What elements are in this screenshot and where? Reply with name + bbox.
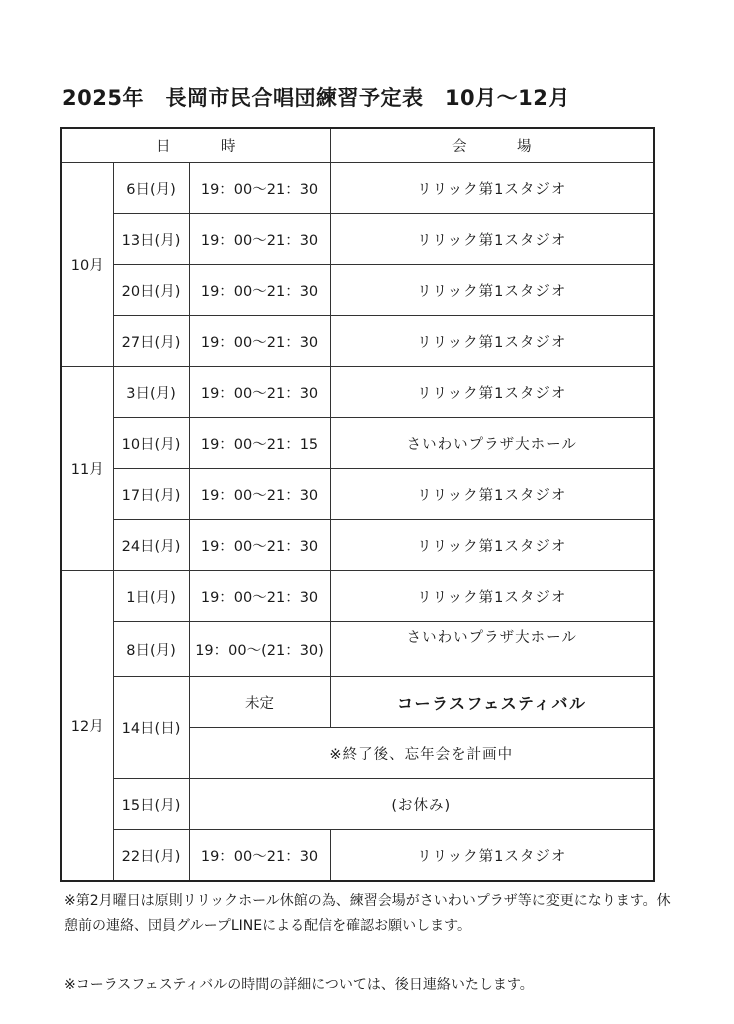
date-cell: 10日(月): [113, 418, 189, 469]
time-cell: 19：00～(21：30): [189, 622, 330, 677]
table-row: [61, 677, 654, 728]
venue-cell: リリック第1スタジオ: [330, 265, 654, 316]
time-cell: 19：00～21：30: [189, 265, 330, 316]
date-cell: 22日(月): [113, 830, 189, 882]
table-header-row: [61, 128, 654, 163]
table-row: [61, 571, 654, 622]
date-cell: 3日(月): [113, 367, 189, 418]
date-cell: 1日(月): [113, 571, 189, 622]
venue-cell: リリック第1スタジオ: [330, 469, 654, 520]
table-row: [61, 367, 654, 418]
venue-cell: リリック第1スタジオ: [330, 830, 654, 882]
event-note-cell: ※終了後、忘年会を計画中: [189, 728, 654, 779]
header-venue: 会 場: [330, 128, 654, 163]
month-label-november: 11月: [61, 367, 113, 571]
time-cell: 19：00～21：30: [189, 571, 330, 622]
venue-cell: さいわいプラザ大ホール: [330, 622, 654, 677]
table-row: [61, 163, 654, 214]
date-cell: 15日(月): [113, 779, 189, 830]
holiday-cell: (お休み): [189, 779, 654, 830]
time-cell: 19：00～21：30: [189, 830, 330, 882]
time-cell: 19：00～21：30: [189, 469, 330, 520]
month-label-december: 12月: [61, 571, 113, 882]
time-cell: 未定: [189, 677, 330, 728]
venue-cell: さいわいプラザ大ホール: [330, 418, 654, 469]
table-row: [61, 779, 654, 830]
venue-cell: リリック第1スタジオ: [330, 367, 654, 418]
schedule-table: [60, 127, 655, 882]
time-cell: 19：00～21：30: [189, 163, 330, 214]
page-title: 2025年 長岡市民合唱団練習予定表 10月～12月: [62, 86, 570, 110]
table-row: [61, 418, 654, 469]
time-cell: 19：00～21：30: [189, 367, 330, 418]
time-cell: 19：00～21：30: [189, 520, 330, 571]
month-label-october: 10月: [61, 163, 113, 367]
venue-cell: リリック第1スタジオ: [330, 316, 654, 367]
date-cell: 20日(月): [113, 265, 189, 316]
date-cell: 6日(月): [113, 163, 189, 214]
header-datetime: 日 時: [61, 128, 330, 163]
table-row: [61, 469, 654, 520]
table-row: [61, 622, 654, 677]
table-row: [61, 316, 654, 367]
table-row: [61, 214, 654, 265]
event-name-cell: コーラスフェスティバル: [330, 677, 654, 728]
venue-cell: リリック第1スタジオ: [330, 520, 654, 571]
time-cell: 19：00～21：30: [189, 214, 330, 265]
venue-cell: リリック第1スタジオ: [330, 214, 654, 265]
time-cell: 19：00～21：30: [189, 316, 330, 367]
date-cell: 8日(月): [113, 622, 189, 677]
table-row: [61, 830, 654, 882]
table-row: [61, 520, 654, 571]
venue-cell: リリック第1スタジオ: [330, 571, 654, 622]
venue-cell: リリック第1スタジオ: [330, 163, 654, 214]
date-cell: 27日(月): [113, 316, 189, 367]
date-cell: 13日(月): [113, 214, 189, 265]
date-cell: 17日(月): [113, 469, 189, 520]
date-cell: 24日(月): [113, 520, 189, 571]
table-row: [61, 265, 654, 316]
time-cell: 19：00～21：15: [189, 418, 330, 469]
festival-time-note: ※コーラスフェスティバルの時間の詳細については、後日連絡いたします。: [64, 977, 534, 993]
date-cell: 14日(日): [113, 677, 189, 779]
venue-change-note: ※第2月曜日は原則リリックホール休館の為、練習会場がさいわいプラザ等に変更になります。休憩前の連絡、団員グループLINEによる配信を確認お願いします。: [64, 893, 671, 934]
